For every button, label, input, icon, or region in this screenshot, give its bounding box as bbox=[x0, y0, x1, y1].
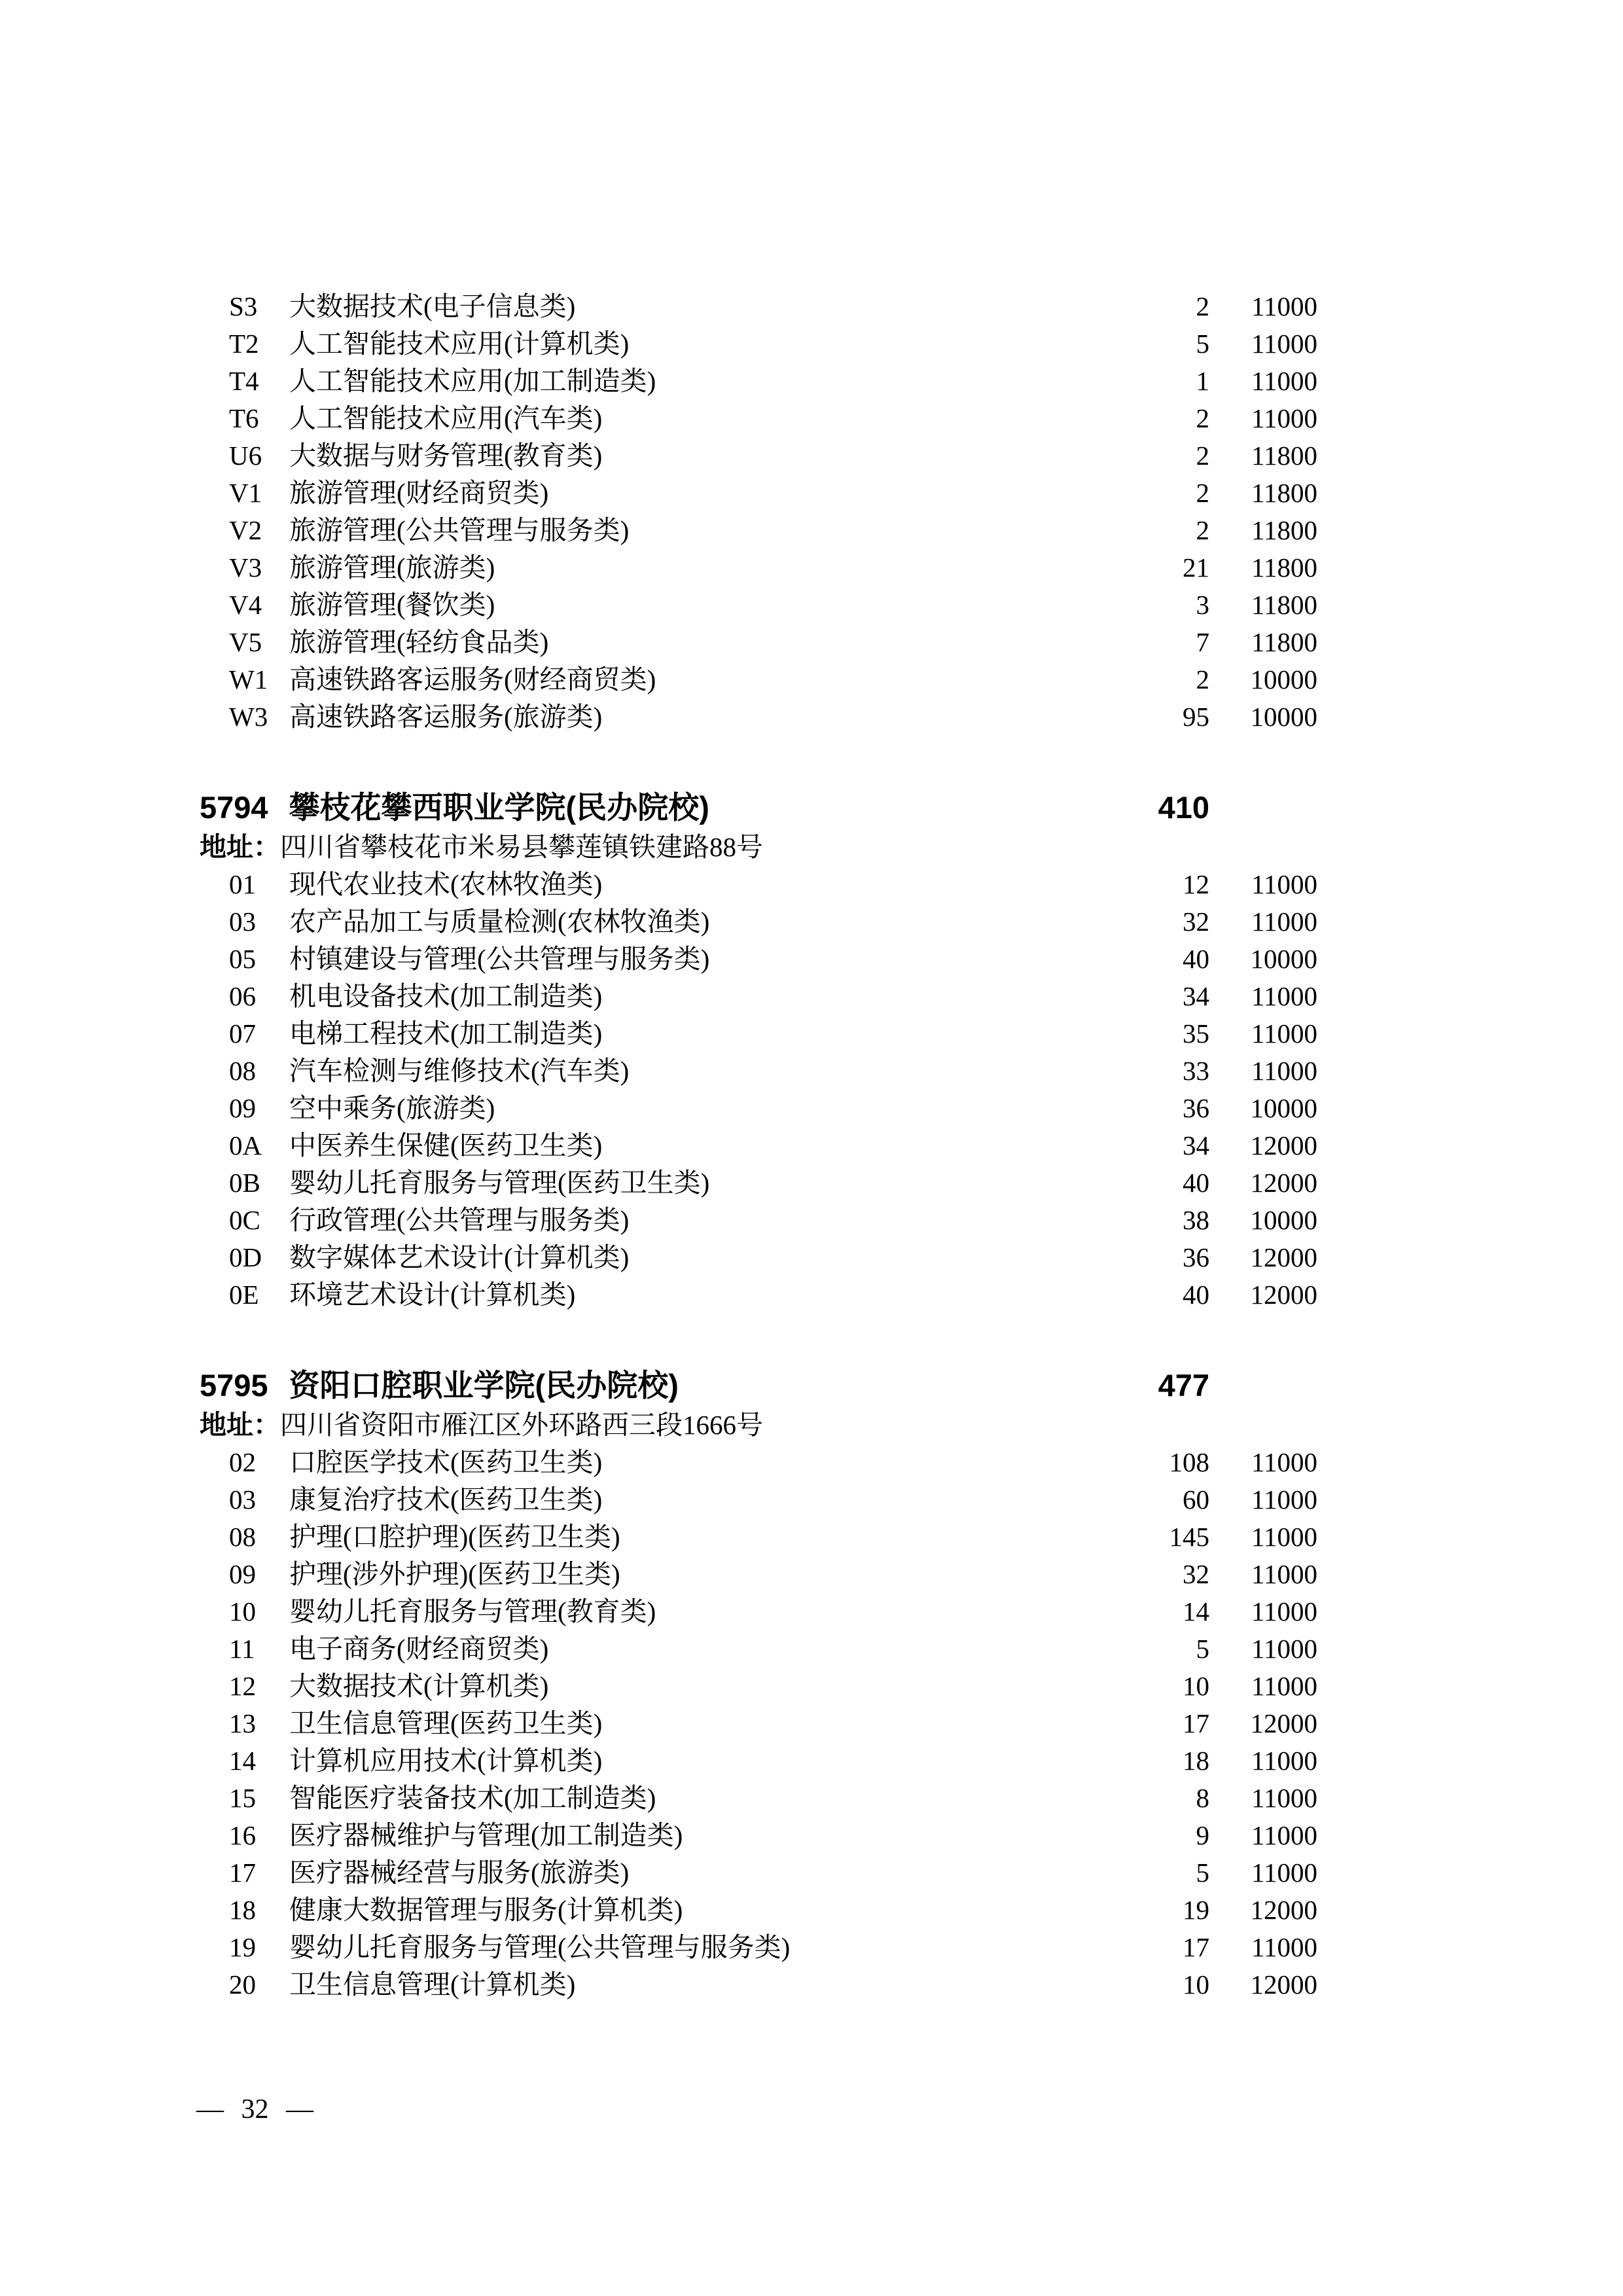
program-row bbox=[229, 1929, 1317, 1966]
program-row bbox=[229, 1164, 1317, 1202]
program-code: 08 bbox=[229, 1522, 256, 1552]
program-row bbox=[229, 1892, 1317, 1929]
program-tuition: 11000 bbox=[1251, 1559, 1317, 1589]
program-row bbox=[229, 698, 1317, 736]
program-plan-count: 5 bbox=[1196, 329, 1209, 359]
program-tuition: 11000 bbox=[1251, 1596, 1317, 1626]
program-code: 09 bbox=[229, 1093, 256, 1123]
address-label: 地址： bbox=[200, 1410, 280, 1440]
program-row bbox=[229, 624, 1317, 661]
program-name: 农产品加工与质量检测(农林牧渔类) bbox=[289, 906, 710, 937]
program-plan-count: 17 bbox=[1183, 1708, 1209, 1738]
program-name: 医疗器械经营与服务(旅游类) bbox=[289, 1857, 630, 1888]
program-row bbox=[229, 1817, 1317, 1854]
program-plan-count: 17 bbox=[1183, 1932, 1209, 1962]
program-row bbox=[229, 1668, 1317, 1705]
institution-section bbox=[200, 787, 1317, 1314]
program-plan-count: 21 bbox=[1183, 552, 1209, 583]
program-name: 大数据与财务管理(教育类) bbox=[289, 440, 603, 471]
program-plan-count: 36 bbox=[1183, 1242, 1209, 1272]
program-tuition: 11800 bbox=[1251, 552, 1317, 583]
program-name: 卫生信息管理(计算机类) bbox=[289, 1969, 576, 2000]
program-tuition: 11800 bbox=[1251, 478, 1317, 508]
program-plan-count: 2 bbox=[1196, 440, 1209, 471]
program-name: 电梯工程技术(加工制造类) bbox=[289, 1018, 603, 1049]
program-code: 03 bbox=[229, 906, 256, 937]
program-plan-count: 40 bbox=[1183, 944, 1209, 974]
program-tuition: 11000 bbox=[1251, 1671, 1317, 1701]
program-plan-count: 12 bbox=[1183, 869, 1209, 899]
program-row bbox=[229, 400, 1317, 437]
program-plan-count: 145 bbox=[1169, 1522, 1209, 1552]
program-row bbox=[229, 549, 1317, 586]
program-code: 18 bbox=[229, 1895, 256, 1925]
program-name: 环境艺术设计(计算机类) bbox=[289, 1280, 576, 1310]
program-code: W1 bbox=[229, 664, 268, 694]
program-name: 数字媒体艺术设计(计算机类) bbox=[289, 1242, 630, 1272]
program-row bbox=[229, 1966, 1317, 2003]
program-tuition: 12000 bbox=[1250, 1130, 1317, 1160]
program-plan-count: 3 bbox=[1196, 590, 1209, 620]
program-name: 中医养生保健(医药卫生类) bbox=[289, 1130, 603, 1160]
program-rows bbox=[229, 866, 1317, 1314]
program-row bbox=[229, 1780, 1317, 1817]
program-code: T2 bbox=[229, 329, 259, 359]
institution-name: 攀枝花攀西职业学院(民办院校) bbox=[289, 790, 709, 825]
program-plan-count: 19 bbox=[1183, 1895, 1209, 1925]
program-row bbox=[229, 363, 1317, 400]
institution-header bbox=[200, 787, 1317, 829]
program-name: 高速铁路客运服务(旅游类) bbox=[289, 702, 603, 732]
program-row bbox=[229, 1052, 1317, 1090]
program-code: 12 bbox=[229, 1671, 256, 1701]
program-plan-count: 2 bbox=[1196, 515, 1209, 545]
program-tuition: 10000 bbox=[1250, 702, 1317, 732]
program-rows bbox=[229, 288, 1317, 736]
program-code: 08 bbox=[229, 1056, 256, 1086]
program-row bbox=[229, 288, 1317, 325]
program-tuition: 10000 bbox=[1250, 664, 1317, 694]
program-plan-count: 33 bbox=[1183, 1056, 1209, 1086]
program-tuition: 11000 bbox=[1251, 1484, 1317, 1515]
program-plan-count: 36 bbox=[1183, 1093, 1209, 1123]
program-tuition: 11000 bbox=[1251, 1932, 1317, 1962]
program-plan-count: 1 bbox=[1196, 366, 1209, 396]
address-text: 四川省攀枝花市米易县攀莲镇铁建路88号 bbox=[280, 832, 763, 862]
program-code: 05 bbox=[229, 944, 256, 974]
institution-section bbox=[200, 1365, 1317, 2003]
program-tuition: 11800 bbox=[1251, 590, 1317, 620]
program-code: 19 bbox=[229, 1932, 256, 1962]
program-code: 20 bbox=[229, 1969, 256, 2000]
program-name: 人工智能技术应用(汽车类) bbox=[289, 403, 603, 433]
program-row bbox=[229, 512, 1317, 549]
program-tuition: 11000 bbox=[1251, 1783, 1317, 1813]
program-plan-count: 40 bbox=[1183, 1168, 1209, 1198]
program-code: 10 bbox=[229, 1596, 256, 1626]
program-row bbox=[229, 1239, 1317, 1276]
program-name: 旅游管理(财经商贸类) bbox=[289, 478, 549, 508]
program-tuition: 11000 bbox=[1251, 1857, 1317, 1888]
program-row bbox=[229, 1742, 1317, 1780]
program-name: 人工智能技术应用(加工制造类) bbox=[289, 366, 656, 396]
program-row bbox=[229, 661, 1317, 698]
program-name: 旅游管理(轻纺食品类) bbox=[289, 627, 549, 657]
program-plan-count: 5 bbox=[1196, 1634, 1209, 1664]
institution-name: 资阳口腔职业学院(民办院校) bbox=[289, 1368, 679, 1403]
program-code: 0B bbox=[229, 1168, 260, 1198]
program-row bbox=[229, 1518, 1317, 1556]
program-plan-count: 34 bbox=[1183, 1130, 1209, 1160]
program-code: 11 bbox=[229, 1634, 255, 1664]
program-plan-count: 2 bbox=[1196, 478, 1209, 508]
program-code: V4 bbox=[229, 590, 262, 620]
program-row bbox=[229, 586, 1317, 624]
program-name: 婴幼儿托育服务与管理(公共管理与服务类) bbox=[289, 1932, 791, 1962]
program-tuition: 10000 bbox=[1250, 1205, 1317, 1235]
program-name: 旅游管理(公共管理与服务类) bbox=[289, 515, 630, 545]
program-row bbox=[229, 1556, 1317, 1593]
program-plan-count: 5 bbox=[1196, 1857, 1209, 1888]
program-code: 03 bbox=[229, 1484, 256, 1515]
program-code: V3 bbox=[229, 552, 262, 583]
program-plan-count: 40 bbox=[1183, 1280, 1209, 1310]
program-tuition: 11000 bbox=[1251, 906, 1317, 937]
program-code: V5 bbox=[229, 627, 262, 657]
program-name: 人工智能技术应用(计算机类) bbox=[289, 329, 630, 359]
program-row bbox=[229, 1276, 1317, 1314]
institution-code: 5795 bbox=[200, 1368, 268, 1403]
program-row bbox=[229, 325, 1317, 363]
program-tuition: 11000 bbox=[1251, 329, 1317, 359]
program-name: 卫生信息管理(医药卫生类) bbox=[289, 1708, 603, 1738]
program-tuition: 11000 bbox=[1251, 981, 1317, 1011]
program-row bbox=[229, 1630, 1317, 1668]
program-tuition: 11000 bbox=[1251, 1018, 1317, 1049]
program-plan-count: 2 bbox=[1196, 403, 1209, 433]
program-name: 汽车检测与维修技术(汽车类) bbox=[289, 1056, 630, 1086]
program-row bbox=[229, 1127, 1317, 1164]
program-name: 村镇建设与管理(公共管理与服务类) bbox=[289, 944, 710, 974]
program-row bbox=[229, 866, 1317, 903]
program-name: 高速铁路客运服务(财经商贸类) bbox=[289, 664, 656, 694]
program-name: 机电设备技术(加工制造类) bbox=[289, 981, 603, 1011]
program-code: 02 bbox=[229, 1447, 256, 1477]
program-plan-count: 34 bbox=[1183, 981, 1209, 1011]
program-row bbox=[229, 1481, 1317, 1518]
program-code: 0D bbox=[229, 1242, 262, 1272]
program-plan-count: 14 bbox=[1183, 1596, 1209, 1626]
program-name: 健康大数据管理与服务(计算机类) bbox=[289, 1895, 683, 1925]
program-name: 智能医疗装备技术(加工制造类) bbox=[289, 1783, 656, 1813]
program-tuition: 11000 bbox=[1251, 291, 1317, 321]
program-row bbox=[229, 1705, 1317, 1742]
program-plan-count: 2 bbox=[1196, 291, 1209, 321]
program-code: 0C bbox=[229, 1205, 260, 1235]
program-tuition: 12000 bbox=[1250, 1708, 1317, 1738]
program-plan-count: 2 bbox=[1196, 664, 1209, 694]
program-row bbox=[229, 475, 1317, 512]
program-code: V1 bbox=[229, 478, 262, 508]
program-name: 大数据技术(电子信息类) bbox=[289, 291, 576, 321]
program-code: 09 bbox=[229, 1559, 256, 1589]
institution-total-plan: 410 bbox=[1158, 790, 1209, 825]
program-name: 行政管理(公共管理与服务类) bbox=[289, 1205, 630, 1235]
program-name: 计算机应用技术(计算机类) bbox=[289, 1746, 603, 1776]
program-code: 0E bbox=[229, 1280, 259, 1310]
institution-total-plan: 477 bbox=[1158, 1368, 1209, 1403]
program-tuition: 12000 bbox=[1250, 1895, 1317, 1925]
program-row bbox=[229, 941, 1317, 978]
program-tuition: 11000 bbox=[1251, 1522, 1317, 1552]
program-name: 现代农业技术(农林牧渔类) bbox=[289, 869, 603, 899]
program-name: 医疗器械维护与管理(加工制造类) bbox=[289, 1820, 683, 1850]
program-tuition: 11000 bbox=[1251, 869, 1317, 899]
program-name: 口腔医学技术(医药卫生类) bbox=[289, 1447, 603, 1477]
program-code: W3 bbox=[229, 702, 268, 732]
program-plan-count: 60 bbox=[1183, 1484, 1209, 1515]
program-row bbox=[229, 1202, 1317, 1239]
program-name: 婴幼儿托育服务与管理(医药卫生类) bbox=[289, 1168, 710, 1198]
program-plan-count: 32 bbox=[1183, 906, 1209, 937]
program-code: T6 bbox=[229, 403, 259, 433]
program-tuition: 11000 bbox=[1251, 403, 1317, 433]
program-name: 护理(口腔护理)(医药卫生类) bbox=[289, 1522, 620, 1552]
program-tuition: 11800 bbox=[1251, 627, 1317, 657]
program-row bbox=[229, 1090, 1317, 1127]
program-tuition: 12000 bbox=[1250, 1280, 1317, 1310]
program-code: 07 bbox=[229, 1018, 256, 1049]
program-row bbox=[229, 978, 1317, 1015]
program-tuition: 11000 bbox=[1251, 1447, 1317, 1477]
program-plan-count: 108 bbox=[1169, 1447, 1209, 1477]
program-tuition: 10000 bbox=[1250, 944, 1317, 974]
program-code: 15 bbox=[229, 1783, 256, 1813]
address-text: 四川省资阳市雁江区外环路西三段1666号 bbox=[280, 1410, 763, 1440]
institution-header bbox=[200, 1365, 1317, 1407]
program-code: 13 bbox=[229, 1708, 256, 1738]
program-code: V2 bbox=[229, 515, 262, 545]
program-plan-count: 10 bbox=[1183, 1671, 1209, 1701]
institution-section bbox=[229, 288, 1317, 736]
program-tuition: 10000 bbox=[1250, 1093, 1317, 1123]
address-label: 地址： bbox=[200, 832, 280, 862]
program-code: 06 bbox=[229, 981, 256, 1011]
program-plan-count: 10 bbox=[1183, 1969, 1209, 2000]
program-name: 护理(涉外护理)(医药卫生类) bbox=[289, 1559, 620, 1589]
program-tuition: 11000 bbox=[1251, 1634, 1317, 1664]
program-plan-count: 38 bbox=[1183, 1205, 1209, 1235]
program-code: U6 bbox=[229, 440, 262, 471]
program-row bbox=[229, 1593, 1317, 1630]
program-tuition: 11000 bbox=[1251, 1056, 1317, 1086]
institution-address-line bbox=[200, 1407, 1317, 1444]
program-row bbox=[229, 1854, 1317, 1892]
program-rows bbox=[229, 1444, 1317, 2003]
program-row bbox=[229, 1015, 1317, 1052]
program-name: 婴幼儿托育服务与管理(教育类) bbox=[289, 1596, 656, 1626]
program-name: 旅游管理(旅游类) bbox=[289, 552, 495, 583]
program-plan-count: 7 bbox=[1196, 627, 1209, 657]
program-tuition: 11800 bbox=[1251, 440, 1317, 471]
program-code: S3 bbox=[229, 291, 258, 321]
institution-address-line bbox=[200, 829, 1317, 866]
program-plan-count: 9 bbox=[1196, 1820, 1209, 1850]
program-tuition: 12000 bbox=[1250, 1168, 1317, 1198]
program-name: 康复治疗技术(医药卫生类) bbox=[289, 1484, 603, 1515]
page-number: — 32 — bbox=[196, 2094, 313, 2125]
program-plan-count: 95 bbox=[1183, 702, 1209, 732]
program-name: 旅游管理(餐饮类) bbox=[289, 590, 495, 620]
program-tuition: 11000 bbox=[1251, 366, 1317, 396]
program-tuition: 11000 bbox=[1251, 1820, 1317, 1850]
program-code: T4 bbox=[229, 366, 259, 396]
program-name: 电子商务(财经商贸类) bbox=[289, 1634, 549, 1664]
program-tuition: 12000 bbox=[1250, 1969, 1317, 2000]
program-row bbox=[229, 903, 1317, 941]
program-code: 01 bbox=[229, 869, 256, 899]
program-code: 14 bbox=[229, 1746, 256, 1776]
program-name: 大数据技术(计算机类) bbox=[289, 1671, 549, 1701]
institution-code: 5794 bbox=[200, 790, 268, 825]
program-tuition: 12000 bbox=[1250, 1242, 1317, 1272]
program-plan-count: 32 bbox=[1183, 1559, 1209, 1589]
program-tuition: 11800 bbox=[1251, 515, 1317, 545]
program-plan-count: 35 bbox=[1183, 1018, 1209, 1049]
program-tuition: 11000 bbox=[1251, 1746, 1317, 1776]
program-name: 空中乘务(旅游类) bbox=[289, 1093, 495, 1123]
program-plan-count: 8 bbox=[1196, 1783, 1209, 1813]
program-row bbox=[229, 1444, 1317, 1481]
program-code: 0A bbox=[229, 1130, 262, 1160]
program-plan-count: 18 bbox=[1183, 1746, 1209, 1776]
program-code: 17 bbox=[229, 1857, 256, 1888]
program-row bbox=[229, 437, 1317, 475]
program-code: 16 bbox=[229, 1820, 256, 1850]
